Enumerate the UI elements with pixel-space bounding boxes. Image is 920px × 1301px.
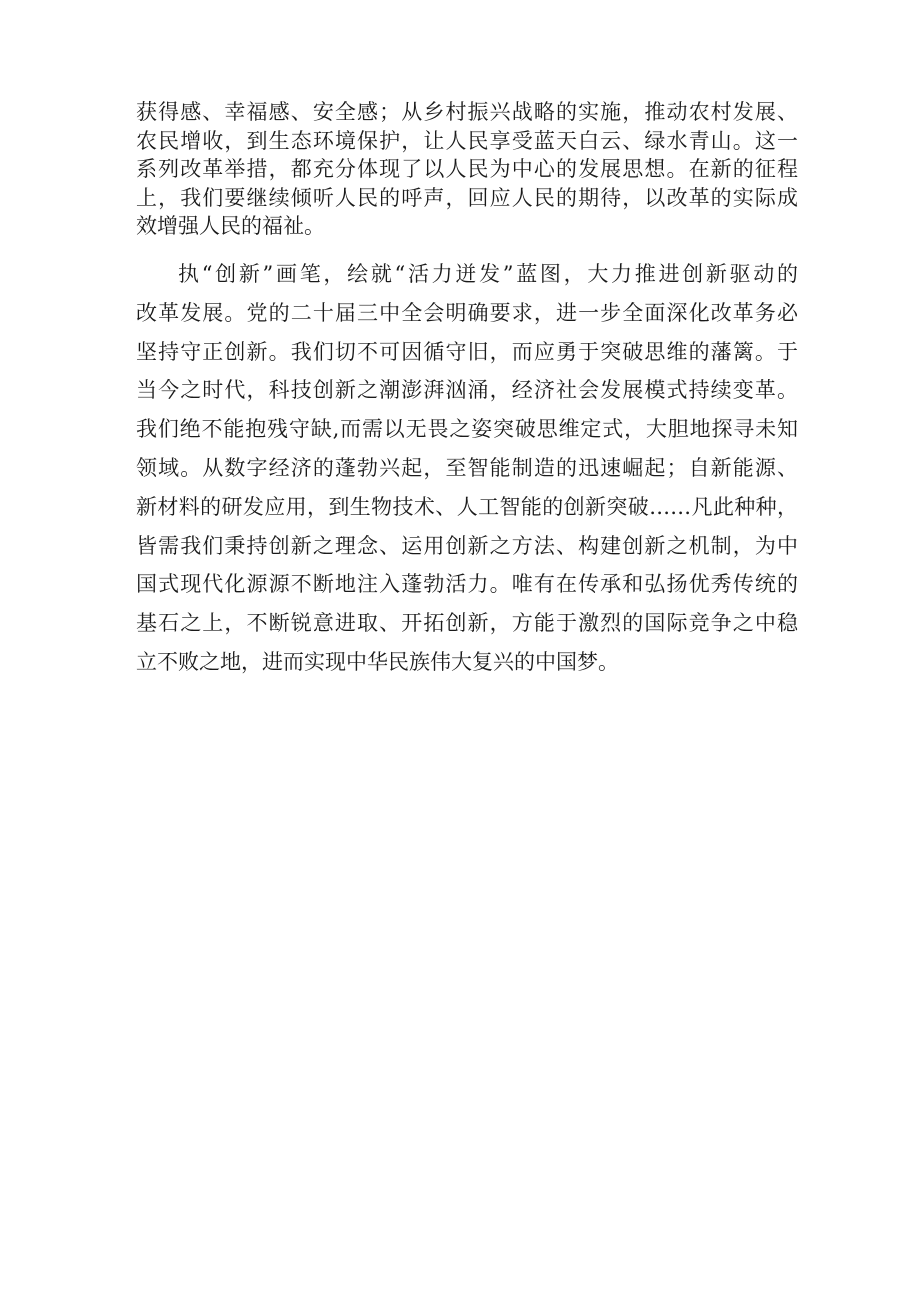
paragraph-2 xyxy=(136,255,798,682)
paragraph-1-line: 效增强人民的福祉。 xyxy=(136,214,325,238)
paragraph-2-line: 改革发展。党的二十届三中全会明确要求，进一步全面深化改革务必 xyxy=(136,300,798,325)
paragraph-2-line: 执“创新”画笔，绘就“活力迸发”蓝图，大力推进创新驱动的 xyxy=(178,262,798,286)
paragraph-2-line: 国式现代化源源不断地注入蓬勃活力。唯有在传承和弘扬优秀传统的 xyxy=(136,572,798,597)
paragraph-2-line: 坚持守正创新。我们切不可因循守旧，而应勇于突破思维的藩篱。于 xyxy=(136,339,798,364)
paragraph-2-line: 皆需我们秉持创新之理念、运用创新之方法、构建创新之机制，为中 xyxy=(136,533,798,558)
paragraph-2-line: 领域。从数字经济的蓬勃兴起，至智能制造的迅速崛起；自新能源、 xyxy=(136,455,798,480)
paragraph-1 xyxy=(136,98,798,241)
paragraph-2-line: 当今之时代，科技创新之潮澎湃汹涌，经济社会发展模式持续变革。 xyxy=(136,378,798,403)
paragraph-2-line: 新材料的研发应用，到生物技术、人工智能的创新突破……凡此种种， xyxy=(136,494,798,519)
paragraph-1-line: 获得感、幸福感、安全感；从乡村振兴战略的实施，推动农村发展、 xyxy=(136,100,798,124)
paragraph-2-line: 基石之上，不断锐意进取、开拓创新，方能于激烈的国际竞争之中稳 xyxy=(136,611,798,636)
paragraph-2-line: 立不败之地，进而实现中华民族伟大复兴的中国梦。 xyxy=(136,649,619,674)
paragraph-1-line: 系列改革举措，都充分体现了以人民为中心的发展思想。在新的征程 xyxy=(136,157,798,181)
paragraph-2-line: 我们绝不能抱残守缺,而需以无畏之姿突破思维定式，大胆地探寻未知 xyxy=(136,417,798,442)
paragraph-1-line: 农民增收，到生态环境保护，让人民享受蓝天白云、绿水青山。这一 xyxy=(136,128,798,153)
paragraph-1-line: 上，我们要继续倾听人民的呼声，回应人民的期待，以改革的实际成 xyxy=(136,185,798,210)
